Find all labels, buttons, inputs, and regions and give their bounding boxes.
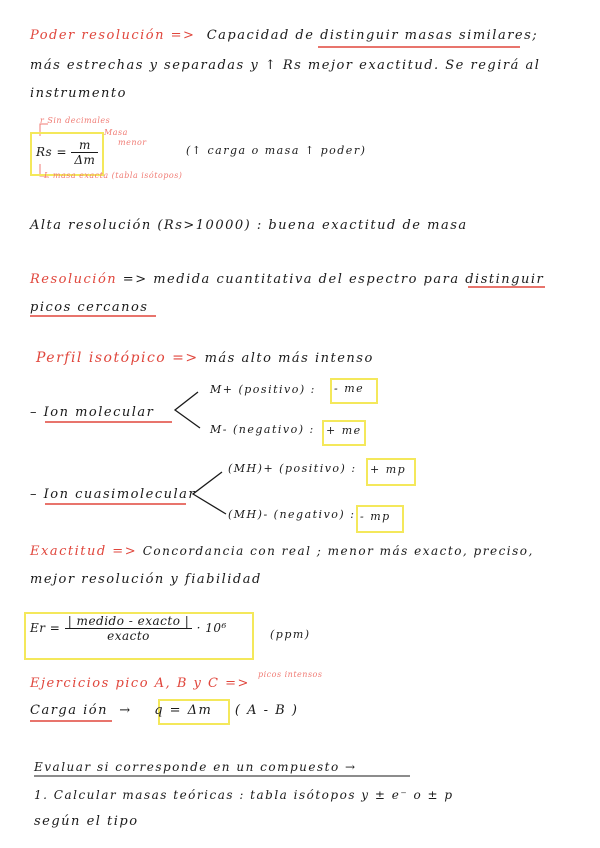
formula-er — [30, 614, 227, 643]
ejercicios-title: Ejercicios — [30, 676, 110, 691]
perfil-line — [36, 350, 374, 366]
evaluar: Evaluar si — [34, 760, 110, 774]
annotation-menor: menor — [118, 138, 147, 147]
ion-cuasi-label: – Ion cuasimolecular — [30, 487, 197, 502]
picos-cercanos: picos cercanos — [30, 300, 149, 315]
brace-molecular — [175, 392, 200, 428]
annotation-picos-intensos: picos intensos — [258, 670, 323, 679]
er-fraction — [65, 614, 193, 643]
carga-line — [30, 703, 298, 718]
text: más alto más intenso — [204, 351, 374, 366]
step-1b: según el tipo — [34, 814, 139, 829]
formula-rs — [36, 138, 98, 167]
mh-minus: (MH)- (negativo) : — [228, 508, 356, 521]
text: Concordancia con real ; menor más exacto, preciso, — [142, 544, 534, 558]
m-plus-val: - me — [334, 382, 365, 395]
arrow: => — [172, 350, 199, 366]
rs-lhs: Rs = — [36, 145, 68, 159]
annotation-masa: Masa — [104, 128, 128, 137]
rs-note: (↑ carga o masa ↑ poder) — [186, 144, 367, 157]
rs-num: m — [71, 138, 98, 153]
term: corresponde en un compuesto — [115, 760, 340, 774]
arrow: → — [119, 703, 132, 718]
arrow: => — [122, 272, 148, 287]
er-unit: (ppm) — [270, 628, 311, 641]
q-eq: q = Δm — [154, 703, 213, 718]
m-minus: M- (negativo) : — [210, 423, 315, 436]
ejercicios-text: pico A, B y C => — [115, 676, 250, 691]
mh-plus-val: + mp — [370, 463, 407, 476]
annotation-sin-decimales: r Sin decimales — [40, 116, 111, 125]
evaluar-line — [34, 760, 357, 774]
step-1: 1. Calcular masas teóricas : tabla isótopos y ± e⁻ o ± p — [34, 788, 454, 802]
annotation-masa-exacta: L masa exacta (tabla isótopos) — [44, 171, 183, 180]
arrow: => — [170, 28, 196, 43]
ion-cuasimolecular: Ion cuasimolecular — [43, 487, 197, 502]
rs-den: Δm — [74, 153, 96, 167]
text: Capacidad de — [206, 28, 315, 43]
resolucion-line — [30, 272, 544, 287]
ejercicios-line — [30, 676, 250, 691]
exactitud-line — [30, 544, 534, 559]
er-den: exacto — [107, 629, 150, 643]
m-plus: M+ (positivo) : — [210, 383, 316, 396]
er-num: | medido - exacto | — [65, 614, 193, 629]
perfil-title: Perfil isotópico — [36, 350, 167, 366]
er-mult: · 10⁶ — [196, 621, 227, 635]
ion-molecular: Ion molecular — [43, 405, 155, 420]
exactitud-title: Exactitud — [30, 544, 107, 559]
poder-resolucion-title: Poder resolución — [30, 28, 165, 43]
alta-resolucion: Alta resolución (Rs>10000) : buena exactitud de masa — [30, 218, 468, 233]
m-minus-val: + me — [326, 424, 362, 437]
carga-ion: Carga ión — [30, 703, 108, 718]
resolucion-title: Resolución — [30, 272, 118, 287]
poder-resolucion-line: Poder resolución => Capacidad de distinguir masas similares; — [30, 28, 539, 43]
mh-minus-val: - mp — [360, 510, 391, 523]
a-minus-b: ( A - B ) — [234, 703, 299, 718]
term: distinguir — [465, 272, 545, 287]
text-line-2: más estrechas y separadas y ↑ Rs mejor exactitud. Se regirá al — [30, 58, 541, 73]
text: medida cuantitativa del espectro para — [153, 272, 460, 287]
ion-molecular-label: – Ion molecular — [30, 405, 155, 420]
exactitud-line-2: mejor resolución y fiabilidad — [30, 572, 262, 587]
arrow: => — [112, 544, 138, 559]
er-lhs: Er = — [30, 621, 61, 635]
brace-cuasi — [193, 472, 226, 514]
term: distinguir masas similares — [320, 28, 533, 43]
text-line-3: instrumento — [30, 86, 127, 101]
rs-fraction — [71, 138, 98, 167]
mh-plus: (MH)+ (positivo) : — [228, 462, 357, 475]
arrow: → — [345, 760, 357, 774]
